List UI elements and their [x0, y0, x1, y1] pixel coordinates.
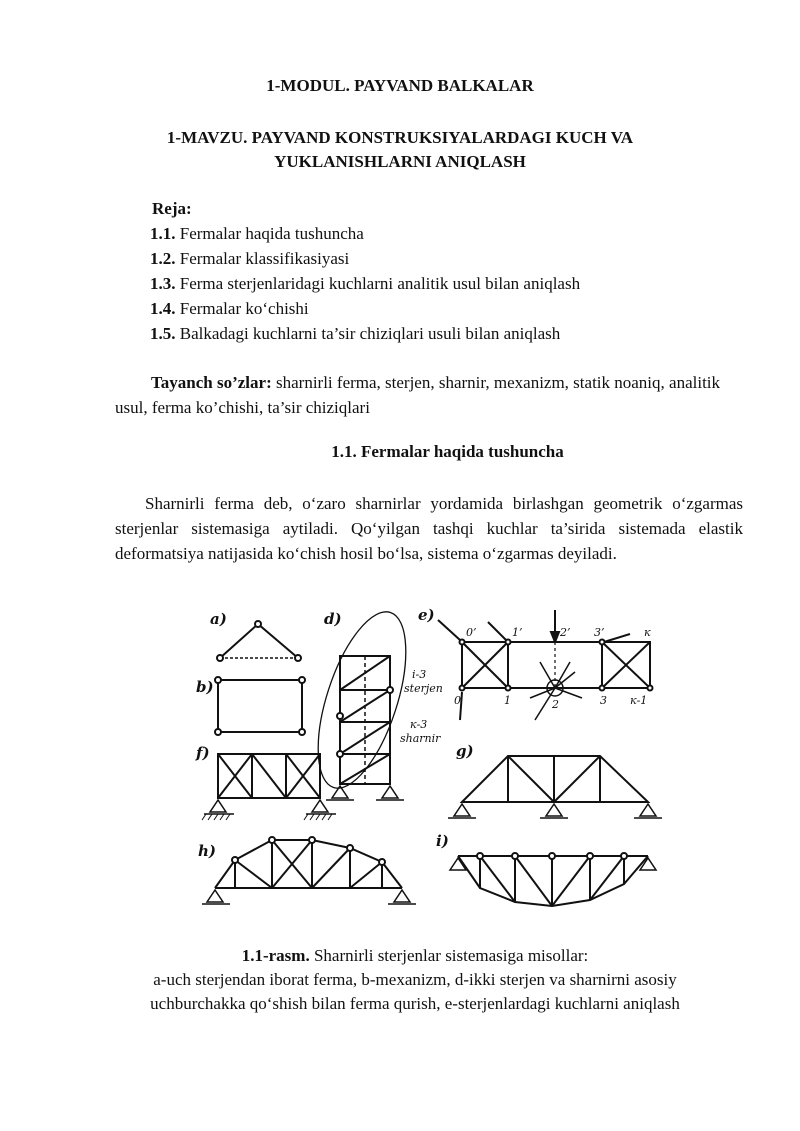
annotation-sharnir: sharnir	[400, 732, 441, 745]
label-a: a)	[210, 610, 227, 628]
node-2: 2	[552, 698, 559, 711]
plan-list	[150, 221, 580, 346]
node-1: 1	[504, 694, 511, 707]
node-1p: 1’	[512, 626, 523, 639]
body-paragraph: Sharnirli ferma deb, o‘zaro sharnirlar yordamida birlashgan geometrik o‘zgarmas sterjenlar sistemasiga aytiladi. Qo‘yilgan tashqi kuchlar ta’sirida sistemada elastik deformatsiya natijasida ko‘chish hosil bo‘lsa, sistema o‘zgarmas deyiladi.	[115, 494, 743, 563]
plan-item: 1.2. Fermalar klassifikasiyasi	[150, 249, 350, 268]
node-3: 3	[600, 694, 607, 707]
annotation-k3: к-3	[410, 718, 428, 731]
label-i: i)	[436, 832, 449, 850]
label-d: d)	[324, 610, 342, 628]
keywords-paragraph	[115, 370, 745, 420]
figure-b-mechanism	[215, 677, 305, 735]
caption-line-1: 1.1-rasm. Sharnirli sterjenlar sistemasiga misollar:	[241, 946, 589, 965]
label-f: f)	[196, 744, 210, 762]
truss-figure	[190, 600, 670, 920]
caption-line-3: uchburchakka qo‘shish bilan ferma qurish, e-sterjenlardagi kuchlarni aniqlash	[150, 994, 680, 1013]
figure-f-truss	[202, 754, 336, 820]
section-title: 1.1. Fermalar haqida tushuncha	[331, 442, 564, 461]
label-e: e)	[418, 606, 435, 624]
figure-caption	[0, 944, 800, 1016]
plan-item: 1.4. Fermalar ko‘chishi	[150, 299, 309, 318]
node-0p: 0’	[466, 626, 477, 639]
node-0: 0	[454, 694, 461, 707]
keywords-label: Tayanch so’zlar:	[151, 373, 272, 392]
plan-item: 1.5. Balkadagi kuchlarni ta’sir chiziqlari usuli bilan aniqlash	[150, 324, 561, 343]
keywords-text: sharnirli ferma, sterjen, sharnir, mexanizm, statik noaniq, analitik usul, ferma ko’chishi, ta’sir chiziqlari	[115, 373, 721, 417]
node-3p: 3’	[594, 626, 605, 639]
label-b: b)	[196, 678, 214, 696]
plan-item: 1.1. Fermalar haqida tushuncha	[150, 224, 364, 243]
figure-d-tower	[300, 602, 423, 800]
figure-h-truss	[202, 837, 416, 904]
caption-line-2: a-uch sterjendan iborat ferma, b-mexanizm, d-ikki sterjen va sharnirni asosiy	[153, 970, 677, 989]
plan-title: Reja:	[152, 199, 192, 218]
figure-i-truss	[450, 853, 656, 906]
node-k1: к-1	[630, 694, 648, 707]
label-h: h)	[198, 842, 217, 860]
figure-g-truss	[448, 756, 662, 818]
topic-heading: 1-MAVZU. PAYVAND KONSTRUKSIYALARDAGI KUCH VA YUKLANISHLARNI ANIQLASH	[166, 128, 634, 171]
annotation-sterjen: sterjen	[404, 682, 443, 695]
label-g: g)	[456, 742, 474, 760]
module-heading: 1-MODUL. PAYVAND BALKALAR	[266, 76, 534, 95]
annotation-i3: i-3	[412, 668, 427, 681]
node-k: к	[644, 626, 651, 639]
figure-a-triangle	[217, 621, 301, 661]
node-2p: 2’	[560, 626, 571, 639]
plan-item: 1.3. Ferma sterjenlaridagi kuchlarni analitik usul bilan aniqlash	[150, 274, 581, 293]
caption-label: 1.1-rasm.	[241, 946, 310, 965]
